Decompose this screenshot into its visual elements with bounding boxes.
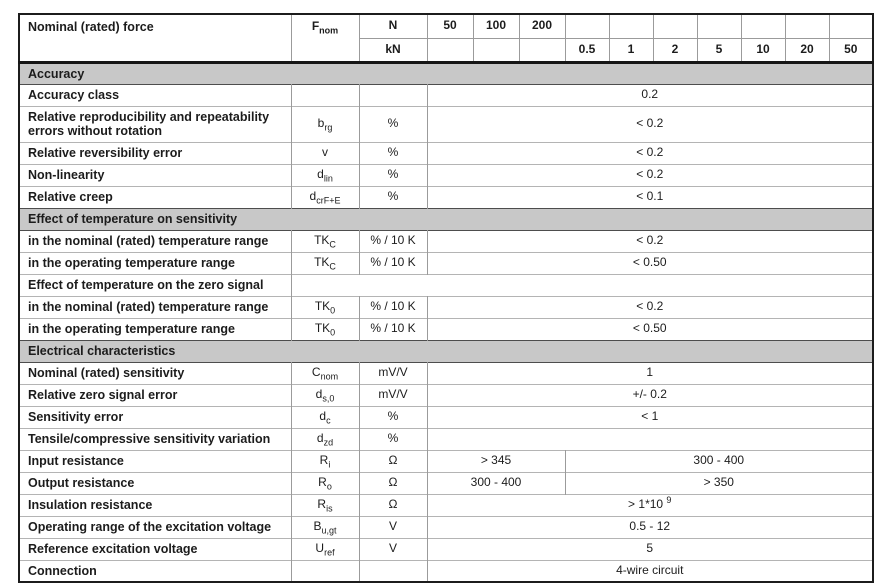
table-row	[19, 164, 873, 186]
value-cell: < 0.2	[636, 145, 664, 160]
unit-cell: % / 10 K	[359, 296, 427, 318]
parameter-label: Effect of temperature on the zero signal	[19, 274, 291, 296]
symbol-base: TK	[314, 255, 330, 270]
table-row	[19, 384, 873, 406]
symbol-base: B	[313, 519, 322, 534]
force-kn-col: 10	[741, 38, 785, 62]
force-n-col: 100	[473, 14, 519, 38]
unit-cell: % / 10 K	[359, 230, 427, 252]
value-cell: 300 - 400	[565, 450, 873, 472]
table-row	[19, 428, 873, 450]
value-superscript: 9	[666, 495, 672, 506]
force-kn-col: 1	[609, 38, 653, 62]
table-row	[19, 186, 873, 208]
section-title: Electrical characteristics	[28, 343, 176, 358]
symbol-cell	[291, 84, 359, 106]
force-kn-col: 50	[829, 38, 873, 62]
parameter-label: Relative zero signal error	[19, 384, 291, 406]
table-row	[19, 362, 873, 384]
parameter-label: in the operating temperature range	[19, 252, 291, 274]
symbol-cell	[291, 516, 359, 538]
force-empty-cell	[609, 14, 653, 38]
force-kn-col: 20	[785, 38, 829, 62]
table-row	[19, 406, 873, 428]
symbol-cell	[291, 186, 359, 208]
symbol-cell	[291, 428, 359, 450]
section-row	[19, 208, 873, 230]
parameter-label: Sensitivity error	[19, 406, 291, 428]
header-row-n	[19, 14, 873, 38]
unit-cell: %	[359, 428, 427, 450]
symbol-base: v	[322, 145, 328, 160]
symbol-subscript: crF+E	[316, 195, 341, 206]
symbol-subscript: u,gt	[321, 525, 337, 536]
symbol-cell	[291, 362, 359, 384]
unit-cell: % / 10 K	[359, 318, 427, 340]
symbol-subscript: nom	[319, 25, 339, 36]
symbol-cell	[291, 318, 359, 340]
unit-cell: Ω	[359, 494, 427, 516]
parameter-label: Input resistance	[19, 450, 291, 472]
symbol-base: R	[318, 475, 327, 490]
symbol-base: R	[317, 497, 327, 512]
symbol-subscript: ref	[324, 547, 335, 558]
unit-cell: Ω	[359, 472, 427, 494]
force-empty-cell	[697, 14, 741, 38]
spec-table-body	[19, 62, 873, 582]
section-row	[19, 62, 873, 84]
force-n-col: 50	[427, 14, 473, 38]
symbol-base: F	[311, 19, 320, 33]
table-row	[19, 538, 873, 560]
value-cell: < 0.50	[632, 321, 667, 336]
symbol-subscript: nom	[320, 371, 339, 382]
parameter-label: Non-linearity	[19, 164, 291, 186]
symbol-base: b	[317, 116, 325, 131]
section-title: Effect of temperature on sensitivity	[28, 211, 238, 226]
subheader-blank-cell	[291, 274, 873, 296]
symbol-subscript: lin	[323, 173, 333, 184]
symbol-subscript: zd	[323, 437, 334, 448]
value-cell	[427, 494, 873, 516]
symbol-cell	[291, 106, 359, 142]
value-cell: < 0.2	[636, 233, 664, 248]
parameter-label: Output resistance	[19, 472, 291, 494]
value-cell: 0.2	[641, 87, 659, 102]
parameter-label: Relative reversibility error	[19, 142, 291, 164]
value-cell: 5	[646, 541, 654, 556]
symbol-base: d	[319, 409, 327, 424]
unit-cell: %	[359, 164, 427, 186]
symbol-subscript: rg	[324, 122, 333, 133]
symbol-subscript: C	[329, 261, 336, 272]
spec-table	[18, 13, 874, 583]
table-header	[19, 14, 873, 62]
parameter-label: Operating range of the excitation voltage	[19, 516, 291, 538]
unit-cell: Ω	[359, 450, 427, 472]
unit-cell: mV/V	[359, 384, 427, 406]
symbol-base: U	[315, 541, 325, 556]
force-kn-col: 2	[653, 38, 697, 62]
symbol-cell	[291, 296, 359, 318]
table-row	[19, 106, 873, 142]
unit-cell: %	[359, 142, 427, 164]
force-empty-cell	[829, 14, 873, 38]
force-empty-cell	[741, 14, 785, 38]
table-row	[19, 472, 873, 494]
symbol-base: TK	[314, 321, 331, 336]
force-kn-col: 5	[697, 38, 741, 62]
table-row	[19, 252, 873, 274]
symbol-base: R	[319, 453, 329, 468]
force-empty-cell	[473, 38, 519, 62]
table-row	[19, 494, 873, 516]
value-cell	[427, 428, 873, 450]
header-param-cell: Nominal (rated) force	[19, 14, 291, 62]
value-cell: 0.5 - 12	[629, 519, 671, 534]
parameter-label: Nominal (rated) sensitivity	[19, 362, 291, 384]
force-empty-cell	[653, 14, 697, 38]
parameter-label: Reference excitation voltage	[19, 538, 291, 560]
symbol-cell	[291, 164, 359, 186]
symbol-cell	[291, 472, 359, 494]
header-symbol-cell	[291, 14, 359, 62]
value-cell: +/- 0.2	[632, 387, 667, 402]
parameter-label: in the operating temperature range	[19, 318, 291, 340]
unit-cell: V	[359, 538, 427, 560]
value-cell: < 0.1	[636, 189, 664, 204]
symbol-subscript: is	[326, 503, 333, 514]
symbol-base: TK	[314, 233, 330, 248]
symbol-cell	[291, 230, 359, 252]
unit-n-cell: N	[359, 14, 427, 38]
table-row	[19, 142, 873, 164]
unit-cell: %	[359, 186, 427, 208]
section-row	[19, 340, 873, 362]
unit-kn-cell: kN	[359, 38, 427, 62]
symbol-cell	[291, 560, 359, 582]
value-cell: 300 - 400	[470, 475, 522, 490]
symbol-subscript: C	[329, 239, 336, 250]
symbol-cell	[291, 384, 359, 406]
symbol-subscript: s,0	[322, 393, 335, 404]
unit-cell	[359, 84, 427, 106]
symbol-cell	[291, 450, 359, 472]
table-row	[19, 296, 873, 318]
symbol-subscript: c	[326, 415, 331, 426]
unit-cell	[359, 560, 427, 582]
table-row	[19, 230, 873, 252]
value-cell: < 0.2	[636, 299, 664, 314]
symbol-base: d	[309, 189, 317, 204]
value-cell: 4-wire circuit	[616, 562, 684, 577]
unit-cell: %	[359, 406, 427, 428]
table-row	[19, 560, 873, 582]
force-empty-cell	[519, 38, 565, 62]
symbol-base: d	[315, 387, 323, 402]
symbol-cell	[291, 406, 359, 428]
symbol-base: d	[317, 167, 324, 182]
parameter-label: Accuracy class	[19, 84, 291, 106]
table-row	[19, 318, 873, 340]
value-cell: > 345	[480, 453, 512, 468]
parameter-label: Tensile/compressive sensitivity variation	[19, 428, 291, 450]
parameter-label: Relative creep	[19, 186, 291, 208]
symbol-cell	[291, 142, 359, 164]
symbol-cell	[291, 494, 359, 516]
force-empty-cell	[427, 38, 473, 62]
force-kn-col: 0.5	[565, 38, 609, 62]
parameter-label: in the nominal (rated) temperature range	[19, 230, 291, 252]
value-cell: < 1	[641, 409, 659, 424]
table-row	[19, 516, 873, 538]
unit-cell: %	[359, 106, 427, 142]
subheader-row	[19, 274, 873, 296]
force-n-col: 200	[519, 14, 565, 38]
symbol-base: TK	[314, 299, 331, 314]
force-empty-cell	[565, 14, 609, 38]
symbol-subscript: 0	[330, 305, 336, 316]
symbol-subscript: 0	[330, 327, 336, 338]
value-cell: < 0.50	[632, 255, 667, 270]
unit-cell: % / 10 K	[359, 252, 427, 274]
value-cell: > 350	[565, 472, 873, 494]
datasheet-page	[18, 13, 874, 583]
table-row	[19, 450, 873, 472]
table-row	[19, 84, 873, 106]
parameter-label: Relative reproducibility and repeatability errors without rotation	[19, 106, 291, 142]
value-cell: 1	[646, 365, 654, 380]
section-title: Accuracy	[28, 66, 85, 81]
force-empty-cell	[785, 14, 829, 38]
value-cell: < 0.2	[636, 116, 664, 131]
symbol-cell	[291, 252, 359, 274]
value-text: > 1*10	[628, 497, 667, 512]
parameter-label: Insulation resistance	[19, 494, 291, 516]
symbol-subscript: i	[328, 459, 331, 470]
parameter-label: in the nominal (rated) temperature range	[19, 296, 291, 318]
symbol-base: d	[316, 431, 324, 446]
parameter-label: Connection	[19, 560, 291, 582]
symbol-subscript: o	[326, 481, 332, 492]
value-cell: < 0.2	[636, 167, 664, 182]
unit-cell: mV/V	[359, 362, 427, 384]
symbol-cell	[291, 538, 359, 560]
symbol-base: C	[311, 365, 321, 380]
unit-cell: V	[359, 516, 427, 538]
